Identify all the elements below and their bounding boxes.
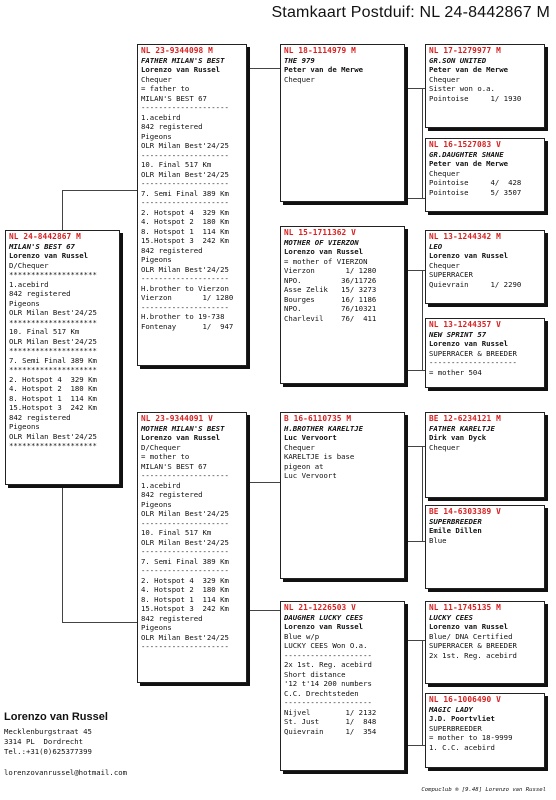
pedigree-line: Pigeons [9,422,40,431]
pedigree-line: 842 registered [141,245,203,255]
pedigree-line: 10. Final 517 Km [141,528,212,537]
pedigree-line: SUPERRACER & BREEDER [429,641,517,650]
pigeon-owner: J.D. Poortvliet [429,714,495,723]
ring-number: BE 14-6303389 V [429,507,501,516]
pedigree-line: 2x 1st. Reg. acebird [284,660,372,669]
pigeon-name: H.BROTHER KARELTJE [284,423,364,433]
pigeon-name: DAUGHER LUCKY CEES [284,612,364,622]
breeder-city: 3314 PL Dordrecht [4,737,84,746]
pigeon-owner: Lorenzo van Russel [429,251,509,260]
pedigree-line: Pigeons [141,131,172,141]
pigeon-card-subject [5,230,120,485]
pigeon-owner: Lorenzo van Russel [429,339,509,348]
pigeon-name: GR.DAUGHTER SHANE [429,149,504,159]
pigeon-card-father [137,44,247,366]
pigeon-name: GR.SON UNITED [429,55,487,65]
pigeon-name: FATHER MILAN'S BEST [141,55,225,65]
pedigree-line: 2. Hotspot 4 329 Km [9,374,97,384]
connector-line [247,482,248,610]
pedigree-line: = father to [141,84,190,93]
pedigree-line: OLR Milan Best'24/25 [141,264,229,274]
pedigree-line: '12 t'14 200 numbers [284,679,372,688]
pedigree-line: Pigeons [141,623,172,632]
pigeon-card-mother [137,412,247,683]
pedigree-line: Asse Zelik 15/ 3273 [284,285,377,294]
pedigree-line: SUPERRACER & BREEDER [429,348,517,358]
pigeon-card-fmf [425,230,545,304]
pedigree-line: = mother of VIERZON [284,256,368,266]
pedigree-line: ******************** [9,317,97,327]
pedigree-line: -------------------- [141,198,229,207]
connector-line [422,640,423,745]
pigeon-name: MOTHER OF VIERZON [284,237,359,247]
pedigree-line: 7. Semi Final 389 Km [141,188,229,198]
pigeon-owner: Lorenzo van Russel [141,65,221,74]
pedigree-line: D/Chequer [9,260,49,270]
pedigree-line: -------------------- [141,547,229,556]
pedigree-line: St. Just 1/ 848 [284,717,377,726]
pedigree-line: Luc Vervoort [284,471,337,480]
pedigree-line: Vierzon 1/ 1280 [284,266,377,275]
connector-line [62,190,137,191]
pedigree-line: Pigeons [141,499,172,509]
ring-number: NL 18-1114979 M [284,46,356,55]
pedigree-line: -------------------- [141,103,229,112]
pigeon-card-mm [280,601,405,771]
pedigree-line: ******************** [9,441,97,450]
ring-number: B 16-6110735 M [284,414,352,423]
software-credit: Compuclub ® [9.48] Lorenzo van Russel [421,787,546,793]
pedigree-line: 842 registered [141,490,203,499]
pedigree-line: Chequer [141,74,172,84]
connector-line [405,745,425,746]
pigeon-owner: Lorenzo van Russel [429,622,509,631]
pedigree-line: Nijvel 1/ 2132 [284,707,377,717]
pedigree-line: H.brother to Vierzon [141,283,229,293]
pedigree-line: ******************** [9,365,97,374]
pedigree-line: Blue/ DNA Certified [429,631,513,641]
pedigree-line: pigeon at [284,461,324,471]
connector-line [247,482,280,483]
pedigree-line: ******************** [9,346,97,355]
pedigree-line: Sister won o.a. [429,84,495,93]
pedigree-line: 2x 1st. Reg. acebird [429,650,517,660]
pedigree-line: 842 registered [141,613,203,623]
pedigree-line: Pointoise 5/ 3507 [429,187,522,197]
connector-line [247,68,280,69]
connector-line [62,485,63,622]
pedigree-line: KARELTJE is base [284,452,355,461]
pigeon-name: THE 979 [284,55,315,65]
pedigree-line: 2. Hotspot 4 329 Km [141,207,229,217]
connector-line [405,88,425,89]
pedigree-line: 842 registered [9,289,71,298]
breeder-email: lorenzovanrussel@hotmail.com [4,768,128,777]
connector-line [422,446,423,541]
pigeon-card-ff [280,44,405,202]
pedigree-line: Chequer [429,260,460,270]
pigeon-owner: Lorenzo van Russel [141,433,221,442]
ring-number: NL 15-1711362 V [284,228,356,237]
pedigree-line: -------------------- [141,566,229,575]
pedigree-line: SUPERBREEDER [429,723,482,733]
pedigree-line: Bourges 16/ 1186 [284,294,377,304]
pedigree-line: 7. Semi Final 389 Km [9,355,97,365]
pedigree-line: 15.Hotspot 3 242 Km [9,403,97,412]
pigeon-card-fm [280,226,405,384]
pedigree-line: -------------------- [141,274,229,283]
pigeon-card-ffm [425,138,545,212]
ring-number: NL 21-1226503 V [284,603,356,612]
pedigree-line: Blue w/p [284,631,320,641]
pedigree-line: = mother 504 [429,367,482,377]
pedigree-line: Pointoise 1/ 1930 [429,93,522,103]
pedigree-line: -------------------- [141,642,229,651]
pedigree-line: 842 registered [9,412,71,422]
pigeon-card-mmf [425,601,545,684]
ring-number: NL 11-1745135 M [429,603,501,612]
pedigree-line: -------------------- [284,650,372,660]
pedigree-line: MILAN'S BEST 67 [141,461,207,471]
pedigree-line: OLR Milan Best'24/25 [141,537,229,547]
pedigree-line: Chequer [429,74,460,84]
pedigree-line: Pigeons [9,298,40,308]
connector-line [62,622,137,623]
pedigree-line: 8. Hotspot 1 114 Km [9,393,97,403]
pedigree-line: OLR Milan Best'24/25 [9,308,97,317]
pedigree-line: -------------------- [141,471,229,480]
page-title: Stamkaart Postduif: NL 24-8442867 M [271,4,550,21]
pedigree-line: 8. Hotspot 1 114 Km [141,594,229,604]
ring-number: NL 16-1527083 V [429,140,501,149]
pedigree-line: 8. Hotspot 1 114 Km [141,226,229,236]
pedigree-line: 4. Hotspot 2 180 Km [9,384,97,393]
pigeon-card-mfm [425,505,545,589]
pedigree-line: OLR Milan Best'24/25 [141,141,229,150]
pigeon-card-fff [425,44,545,128]
pedigree-line: Chequer [429,168,460,178]
pigeon-name: MAGIC LADY [429,704,473,714]
pedigree-line: C.C. Drechtsteden [284,688,359,698]
pedigree-line: SUPERRACER [429,270,473,279]
pedigree-line: ******************** [9,270,97,279]
ring-number: NL 24-8442867 M [9,232,81,241]
pedigree-line: LUCKY CEES Won O.a. [284,641,368,650]
pigeon-owner: Peter van de Merwe [429,159,509,168]
connector-line [405,446,425,447]
pedigree-line: -------------------- [141,302,229,312]
pedigree-line: NPO. 76/10321 [284,304,377,313]
pedigree-line: NPO. 36/11726 [284,275,377,285]
pedigree-line: -------------------- [141,179,229,188]
pedigree-line: MILAN'S BEST 67 [141,93,207,103]
pedigree-line: -------------------- [429,358,517,367]
pedigree-line: OLR Milan Best'24/25 [9,336,97,346]
pedigree-line: 1.acebird [9,279,49,289]
connector-line [247,610,280,611]
pedigree-line: 7. Semi Final 389 Km [141,556,229,566]
pedigree-line: Chequer [284,442,315,452]
pedigree-line: 4. Hotspot 2 180 Km [141,585,229,594]
ring-number: NL 23-9344098 M [141,46,213,55]
pigeon-owner: Peter van de Merwe [284,65,364,74]
pedigree-line: = mother to [141,452,190,461]
pigeon-owner: Lorenzo van Russel [284,622,364,631]
pedigree-line: OLR Milan Best'24/25 [141,169,229,179]
pigeon-name: LEO [429,241,443,251]
pedigree-line: = mother to 18-9999 [429,733,513,742]
pedigree-line: Quievrain 1/ 354 [284,726,377,736]
pedigree-line: 4. Hotspot 2 180 Km [141,217,229,226]
pedigree-line: 15.Hotspot 3 242 Km [141,236,229,245]
ring-number: NL 23-9344091 V [141,414,213,423]
pigeon-card-fmm [425,318,545,388]
pedigree-line: Chequer [284,74,315,84]
pigeon-name: FATHER KARELTJE [429,423,495,433]
pigeon-owner: Emile Dillen [429,526,482,535]
breeder-phone: Tel.:+31(0)625377399 [4,747,92,756]
pedigree-line: 1.acebird [141,112,181,122]
pigeon-card-mff [425,412,545,498]
pigeon-name: MOTHER MILAN'S BEST [141,423,225,433]
pigeon-card-mmm [425,693,545,768]
pedigree-line: 2. Hotspot 4 329 Km [141,575,229,585]
ring-number: NL 17-1279977 M [429,46,501,55]
pigeon-owner: Lorenzo van Russel [284,247,364,256]
connector-line [405,541,425,542]
pedigree-line: -------------------- [141,150,229,160]
connector-line [422,88,423,198]
pigeon-name: LUCKY CEES [429,612,473,622]
ring-number: NL 13-1244357 V [429,320,501,329]
breeder-name: Lorenzo van Russel [4,711,108,723]
pigeon-owner: Dirk van Dyck [429,433,487,442]
pedigree-line: 15.Hotspot 3 242 Km [141,604,229,613]
pedigree-line: Blue [429,535,447,545]
pedigree-line: Charlevil 76/ 411 [284,313,377,323]
pedigree-line: OLR Milan Best'24/25 [9,431,97,441]
pedigree-line: -------------------- [141,518,229,528]
pigeon-name: MILAN'S BEST 67 [9,241,75,251]
pedigree-line: Vierzon 1/ 1280 [141,293,234,302]
pedigree-line: 10. Final 517 Km [141,160,212,169]
pedigree-line: 1. C.C. acebird [429,742,495,752]
connector-line [422,270,423,370]
connector-line [405,270,425,271]
pedigree-line: D/Chequer [141,442,181,452]
connector-line [62,190,63,230]
pedigree-line: 1.acebird [141,480,181,490]
pigeon-owner: Peter van de Merwe [429,65,509,74]
pigeon-owner: Luc Vervoort [284,433,337,442]
ring-number: BE 12-6234121 M [429,414,501,423]
pedigree-line: OLR Milan Best'24/25 [141,632,229,642]
pigeon-name: NEW SPRINT 57 [429,329,487,339]
pedigree-line: Quievrain 1/ 2290 [429,279,522,289]
pedigree-line: Chequer [429,442,460,452]
pedigree-line: H.brother to 19-738 [141,312,225,321]
ring-number: NL 16-1006490 V [429,695,501,704]
pedigree-line: Pointoise 4/ 428 [429,178,522,187]
breeder-street: Mecklenburgstraat 45 [4,727,92,736]
pigeon-card-mf [280,412,405,579]
pedigree-line: Short distance [284,669,346,679]
connector-line [405,640,425,641]
connector-line [405,198,425,199]
pedigree-line: 10. Final 517 Km [9,327,80,336]
pedigree-line: OLR Milan Best'24/25 [141,509,229,518]
pedigree-line: 842 registered [141,122,203,131]
pigeon-owner: Lorenzo van Russel [9,251,89,260]
ring-number: NL 13-1244342 M [429,232,501,241]
pedigree-line: Pigeons [141,255,172,264]
pigeon-name: SUPERBREEDER [429,516,482,526]
connector-line [405,370,425,371]
pedigree-line: -------------------- [284,698,372,707]
pedigree-line: Fontenay 1/ 947 [141,321,234,331]
connector-line [247,68,248,226]
